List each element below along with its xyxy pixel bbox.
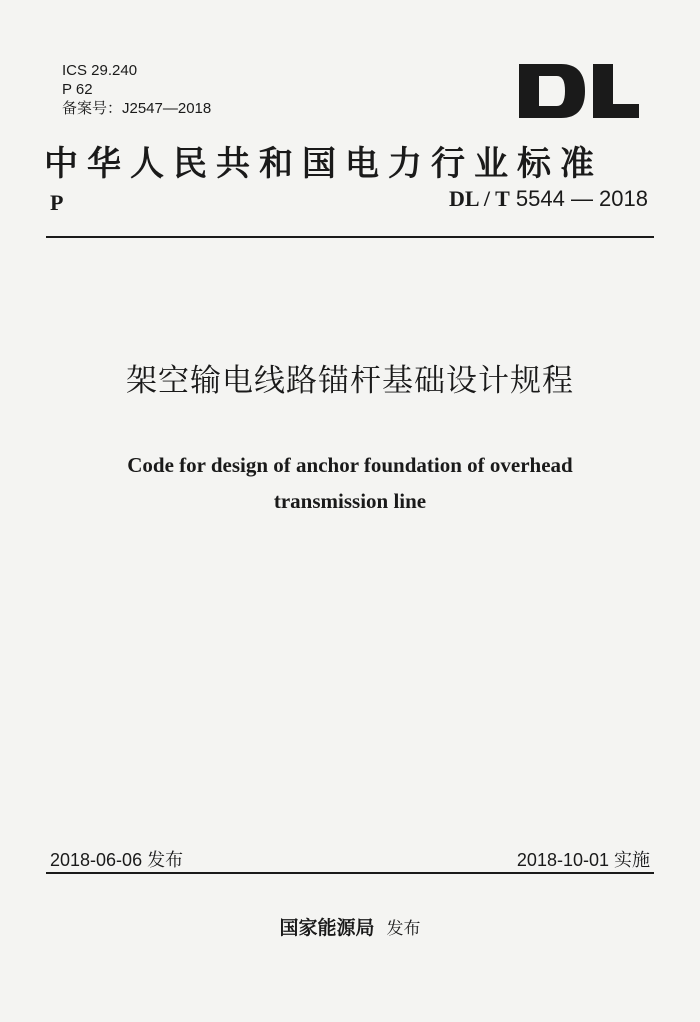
standard-number-value: 5544 — 2018	[515, 186, 648, 211]
english-title-line-2: transmission line	[273, 489, 427, 513]
implementation-date: 2018-10-01 实施	[516, 850, 650, 870]
dl-logo	[517, 62, 641, 120]
chinese-title: 架空输电线路锚杆基础设计规程	[126, 363, 574, 399]
standard-prefix: DL / T	[449, 186, 510, 211]
ics-code: ICS 29.240	[62, 62, 138, 79]
industry-standard-heading: 中华人民共和国电力行业标准	[44, 144, 603, 184]
header-divider	[46, 236, 654, 238]
issuer-line	[0, 913, 700, 940]
issuer-name: 国家能源局	[279, 917, 375, 939]
issuer-verb: 发布	[386, 919, 421, 939]
issue-date: 2018-06-06 发布	[50, 850, 184, 870]
filing-number: 备案号：J2547—2018	[62, 100, 212, 117]
english-title-line-1: Code for design of anchor foundation of overhead	[127, 453, 573, 477]
english-title	[50, 447, 650, 519]
footer-divider	[46, 872, 654, 874]
standard-number	[449, 186, 648, 212]
category-code: P	[50, 190, 64, 215]
p-code: P 62	[62, 81, 93, 98]
